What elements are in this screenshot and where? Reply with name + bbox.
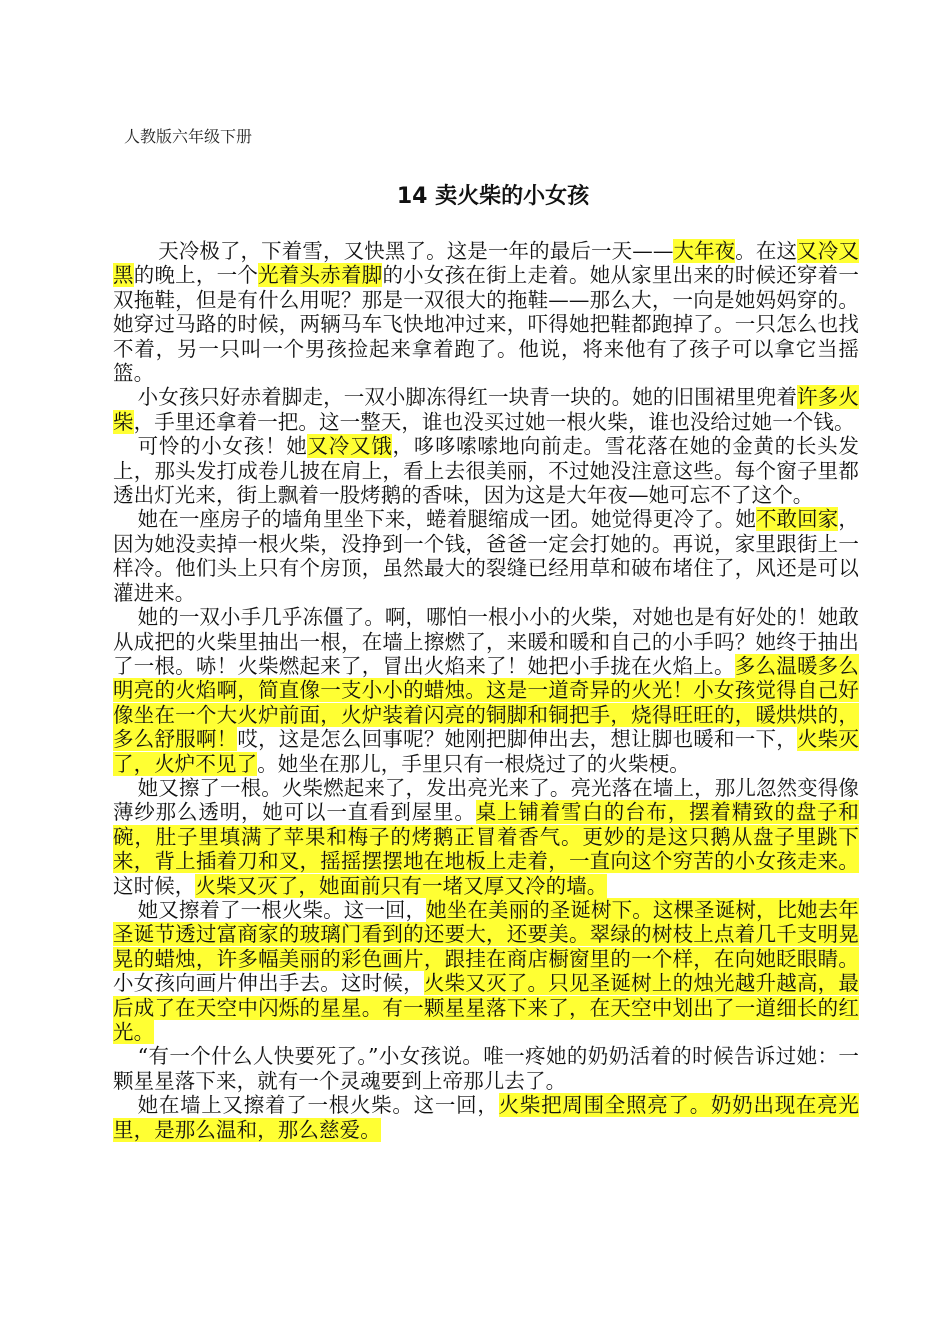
highlighted-text: 火柴又灭了。只见圣诞树上的烛光越升越高，最后成了在天空中闪烁的星星。有一颗星星落下来了，在天空中划出了一道细长的红光。 <box>113 971 859 1044</box>
paragraph-text: 她的一双小手几乎冻僵了。啊，哪怕一根小小的火柴，对她也是有好处的！她敢从成把的火柴里抽出一根，在墙上擦燃了，来暖和暖和自己的小手吗？她终于抽出了一根。哧！火柴燃起来了，冒出火焰来了！她把小手拢在火焰上。 <box>113 605 859 678</box>
paragraph-text: 可怜的小女孩！她 <box>137 434 308 459</box>
paragraph-text: 她在墙上又擦着了一根火柴。这一回， <box>137 1093 499 1118</box>
highlighted-text: 许多火柴 <box>113 385 859 434</box>
paragraph-text: 天冷极了，下着雪，又快黑了。这是一年的最后一天—— <box>158 239 674 263</box>
paragraph-text: 。她坐在那儿，手里只有一根烧过了的火柴梗。 <box>257 751 690 776</box>
story-paragraph <box>113 1044 859 1093</box>
highlighted-text: 又冷又黑 <box>113 239 859 288</box>
page-header: 人教版六年级下册 <box>124 127 253 146</box>
paragraph-text: 她在一座房子的墙角里坐下来，蜷着腿缩成一团。她觉得更冷了。她 <box>137 507 756 532</box>
highlighted-text: 光着头赤着脚 <box>258 263 383 288</box>
paragraph-text: “有一个什么人快要死了。”小女孩说。唯一疼她的奶奶活着的时候告诉过她：一颗星星落下来，就有一个灵魂要到上帝那儿去了。 <box>113 1044 859 1093</box>
paragraph-text: 的小女孩在街上走着。她从家里出来的时候还穿着一双拖鞋，但是有什么用呢？那是一双很大的拖鞋——那么大，一向是她妈妈穿的。她穿过马路的时候，两辆马车飞快地冲过来，吓得她把鞋都跑掉了。一只怎么也找不着，另一只叫一个男孩捡起来拿着跑了。他说，将来他有了孩子可以拿它当摇篮。 <box>113 263 859 386</box>
story-paragraph <box>113 385 859 434</box>
paragraph-text: 她又擦了一根。火柴燃起来了，发出亮光来了。亮光落在墙上，那儿忽然变得像薄纱那么透明，她可以一直看到屋里。 <box>113 775 859 825</box>
highlighted-text: 不敢回家 <box>755 507 839 532</box>
story-body <box>113 239 859 1142</box>
story-paragraph <box>113 776 859 898</box>
paragraph-text: 她又擦着了一根火柴。这一回， <box>137 897 427 922</box>
paragraph-text: ，因为她没卖掉一根火柴，没挣到一个钱，爸爸一定会打她的。再说，家里跟街上一样冷。他们头上只有个房顶，虽然最大的裂缝已经用草和破布堵住了，风还是可以灌进来。 <box>113 507 859 605</box>
story-paragraph <box>113 605 859 776</box>
highlighted-text: 火柴灭了，火炉不见了 <box>113 727 859 776</box>
highlighted-text: 火柴又灭了，她面前只有一堵又厚又冷的墙。 <box>195 873 608 898</box>
highlighted-text: 多么温暖多么明亮的火焰啊，简直像一支小小的蜡烛。这是一道奇异的火光！小女孩觉得自己好像坐在一个大火炉前面，火炉装着闪亮的铜脚和铜把手，烧得旺旺的，暖烘烘的，多么舒服啊！ <box>113 653 859 752</box>
paragraph-text: 哎，这是怎么回事呢？她刚把脚伸出去，想让脚也暖和一下， <box>237 727 797 752</box>
story-paragraph <box>113 434 859 507</box>
story-paragraph <box>113 507 859 605</box>
paragraph-text: 。在这 <box>735 239 798 263</box>
paragraph-text: 小女孩只好赤着脚走，一双小脚冻得红一块青一块的。她的旧围裙里兜着 <box>137 385 798 410</box>
paragraph-text: 的晚上，一个 <box>133 263 259 288</box>
story-paragraph <box>113 898 859 1044</box>
paragraph-text: ，手里还拿着一把。这一整天，谁也没买过她一根火柴，谁也没给过她一个钱。 <box>133 409 855 434</box>
highlighted-text: 又冷又饿 <box>307 434 393 459</box>
highlighted-text: 大年夜 <box>673 239 736 263</box>
paragraph-text: ，哆哆嗦嗦地向前走。雪花落在她的金黄的长头发上，那头发打成卷儿披在肩上，看上去很美丽，不过她没注意这些。每个窗子里都透出灯光来，街上飘着一股烤鹅的香味，因为这是大年夜—她可忘不了这个。 <box>113 434 859 508</box>
highlighted-text: 桌上铺着雪白的台布，摆着精致的盘子和碗，肚子里填满了苹果和梅子的烤鹅正冒着香气。更妙的是这只鹅从盘子里跳下来，背上插着刀和叉，摇摇摆摆地在地板上走着，一直向这个穷苦的小女孩走来。 <box>113 800 859 874</box>
paragraph-text: 小女孩向画片伸出手去。这时候， <box>113 971 424 996</box>
lesson-title: 14 卖火柴的小女孩 <box>396 184 590 209</box>
story-paragraph <box>113 1093 859 1142</box>
paragraph-text: 这时候， <box>113 873 196 898</box>
highlighted-text: 她坐在美丽的圣诞树下。这棵圣诞树，比她去年圣诞节透过富商家的玻璃门看到的还要大，还要美。翠绿的树枝上点着几千支明晃晃的蜡烛，许多幅美丽的彩色画片，跟挂在商店橱窗里的一个样，在向她眨眼睛。 <box>113 897 859 971</box>
highlighted-text: 火柴把周围全照亮了。奶奶出现在亮光里，是那么温和，那么慈爱。 <box>113 1093 860 1142</box>
story-paragraph <box>113 239 859 385</box>
